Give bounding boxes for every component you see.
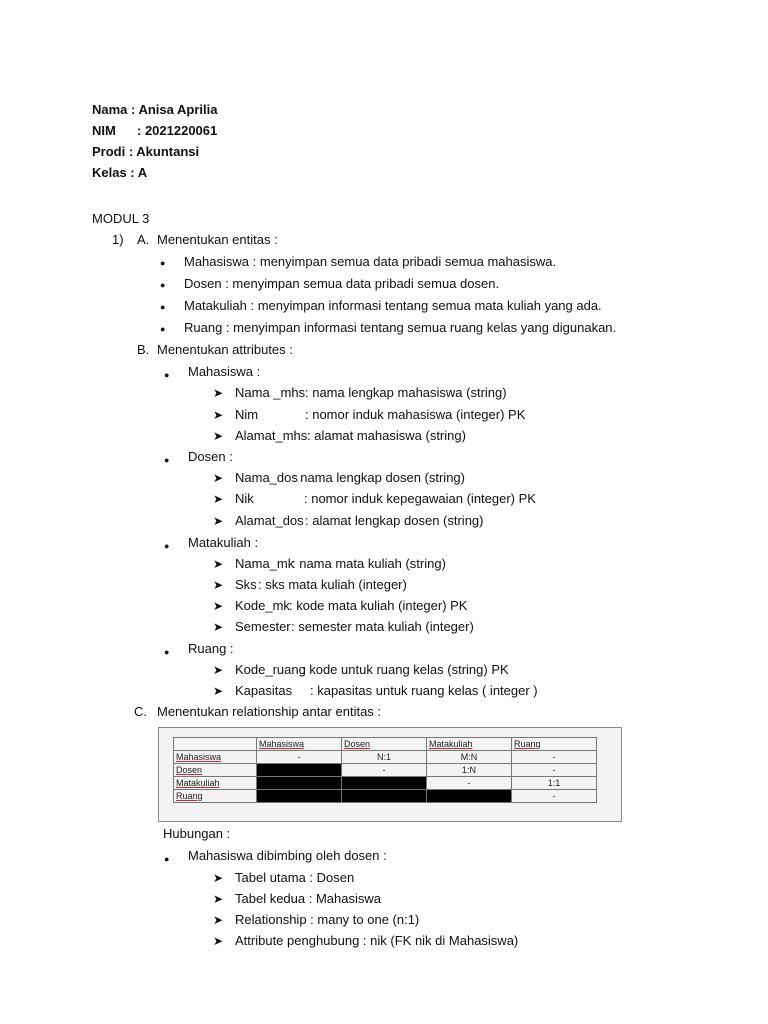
bullet-icon: ● <box>160 258 166 268</box>
table-cell-blacked <box>342 790 427 803</box>
attribute-key: Kode_mk <box>235 598 290 613</box>
attribute-group-name: Ruang : <box>188 641 234 656</box>
arrow-bullet-icon: ➤ <box>213 429 224 443</box>
table-row <box>174 777 597 790</box>
table-cell: - <box>512 751 597 764</box>
attribute-key: Sks <box>235 577 257 592</box>
row-label-cell: Mahasiswa <box>174 751 257 764</box>
arrow-bullet-icon: ➤ <box>213 599 224 613</box>
bullet-icon: ● <box>160 280 166 290</box>
relationship-table-image <box>158 727 622 822</box>
attribute-desc: : nama lengkap dosen (string) <box>293 470 465 485</box>
arrow-bullet-icon: ➤ <box>213 892 224 906</box>
item-number: 1) <box>112 232 124 247</box>
arrow-bullet-icon: ➤ <box>213 913 224 927</box>
table-cell: 1:1 <box>512 777 597 790</box>
section-c-title: Menentukan relationship antar entitas : <box>157 704 382 719</box>
section-c-marker: C. <box>134 704 147 719</box>
attribute-key: Nama_mk <box>235 556 295 571</box>
student-kelas: Kelas : A <box>92 165 148 180</box>
arrow-bullet-icon: ➤ <box>213 871 224 885</box>
bullet-icon: ● <box>164 647 170 657</box>
bullet-icon: ● <box>160 302 166 312</box>
attribute-key: Semester <box>235 619 291 634</box>
arrow-bullet-icon: ➤ <box>213 578 224 592</box>
arrow-bullet-icon: ➤ <box>213 620 224 634</box>
table-row <box>174 790 597 803</box>
attribute-desc: : kode mata kuliah (integer) PK <box>289 598 468 613</box>
entity-item: Matakuliah : menyimpan informasi tentang semua mata kuliah yang ada. <box>184 298 602 313</box>
student-prodi: Prodi : Akuntansi <box>92 144 200 159</box>
entity-item: Mahasiswa : menyimpan semua data pribadi semua mahasiswa. <box>184 254 557 269</box>
table-header-row <box>174 738 597 751</box>
table-cell: - <box>427 777 512 790</box>
bullet-icon: ● <box>160 324 166 334</box>
attribute-group-name: Matakuliah : <box>188 535 259 550</box>
table-cell: - <box>257 751 342 764</box>
table-cell-blacked <box>427 790 512 803</box>
bullet-icon: ● <box>164 854 170 864</box>
section-b-title: Menentukan attributes : <box>157 342 293 357</box>
table-header-cell: Ruang <box>512 738 597 751</box>
hubungan-title: Hubungan : <box>163 826 231 841</box>
arrow-bullet-icon: ➤ <box>213 408 224 422</box>
relationship-table <box>173 737 597 803</box>
arrow-bullet-icon: ➤ <box>213 684 224 698</box>
attribute-desc: : alamat lengkap dosen (string) <box>305 513 484 528</box>
bullet-icon: ● <box>164 455 170 465</box>
table-cell: - <box>512 764 597 777</box>
table-cell: - <box>342 764 427 777</box>
table-cell: M:N <box>427 751 512 764</box>
table-header-cell: Dosen <box>342 738 427 751</box>
hubungan-detail: Tabel utama : Dosen <box>235 870 355 885</box>
entity-item: Ruang : menyimpan informasi tentang semua ruang kelas yang digunakan. <box>184 320 617 335</box>
attribute-desc: : nama mata kuliah (string) <box>292 556 446 571</box>
bullet-icon: ● <box>164 541 170 551</box>
table-corner-cell <box>174 738 257 751</box>
attribute-key: Nama _mhs <box>235 385 306 400</box>
arrow-bullet-icon: ➤ <box>213 514 224 528</box>
attribute-desc: : nomor induk mahasiswa (integer) PK <box>305 407 526 422</box>
arrow-bullet-icon: ➤ <box>213 663 224 677</box>
arrow-bullet-icon: ➤ <box>213 557 224 571</box>
section-a-marker: A. <box>137 232 150 247</box>
arrow-bullet-icon: ➤ <box>213 492 224 506</box>
table-header-cell: Matakuliah <box>427 738 512 751</box>
attribute-key: Nim <box>235 407 259 422</box>
arrow-bullet-icon: ➤ <box>213 471 224 485</box>
table-cell: - <box>512 790 597 803</box>
table-cell-blacked <box>257 777 342 790</box>
table-row <box>174 764 597 777</box>
attribute-desc: : alamat mahasiswa (string) <box>307 428 466 443</box>
table-cell-blacked <box>257 764 342 777</box>
row-label-cell: Ruang <box>174 790 257 803</box>
table-cell-blacked <box>257 790 342 803</box>
bullet-icon: ● <box>164 370 170 380</box>
attribute-desc: : kapasitas untuk ruang kelas ( integer ) <box>310 683 538 698</box>
attribute-key: Nama_dos <box>235 470 298 485</box>
attribute-key: Kapasitas <box>235 683 293 698</box>
hubungan-detail: Relationship : many to one (n:1) <box>235 912 420 927</box>
student-name: Nama : Anisa Aprilia <box>92 102 218 117</box>
section-b-marker: B. <box>137 342 150 357</box>
row-label-cell: Dosen <box>174 764 257 777</box>
attribute-desc: : nama lengkap mahasiswa (string) <box>305 385 507 400</box>
attribute-desc: : kode untuk ruang kelas (string) PK <box>302 662 509 677</box>
attribute-group-name: Dosen : <box>188 449 233 464</box>
attribute-key: Alamat_mhs <box>235 428 308 443</box>
module-title: MODUL 3 <box>92 211 150 226</box>
table-header-cell: Mahasiswa <box>257 738 342 751</box>
attribute-key: Nik <box>235 491 254 506</box>
section-a-title: Menentukan entitas : <box>157 232 278 247</box>
student-nim-label: NIM <box>92 123 116 138</box>
arrow-bullet-icon: ➤ <box>213 934 224 948</box>
hubungan-detail: Attribute penghubung : nik (FK nik di Mahasiswa) <box>235 933 519 948</box>
table-cell: N:1 <box>342 751 427 764</box>
row-label-cell: Matakuliah <box>174 777 257 790</box>
attribute-desc: : sks mata kuliah (integer) <box>258 577 407 592</box>
arrow-bullet-icon: ➤ <box>213 386 224 400</box>
attribute-desc: : semester mata kuliah (integer) <box>291 619 474 634</box>
student-nim-value: : 2021220061 <box>137 123 218 138</box>
table-cell-blacked <box>342 777 427 790</box>
table-cell: 1:N <box>427 764 512 777</box>
hubungan-detail: Tabel kedua : Mahasiswa <box>235 891 381 906</box>
attribute-desc: : nomor induk kepegawaian (integer) PK <box>304 491 536 506</box>
hubungan-item: Mahasiswa dibimbing oleh dosen : <box>188 848 387 863</box>
entity-item: Dosen : menyimpan semua data pribadi semua dosen. <box>184 276 500 291</box>
attribute-group-name: Mahasiswa : <box>188 364 261 379</box>
attribute-key: Alamat_dos <box>235 513 304 528</box>
attribute-key: Kode_ruang <box>235 662 306 677</box>
table-row <box>174 751 597 764</box>
